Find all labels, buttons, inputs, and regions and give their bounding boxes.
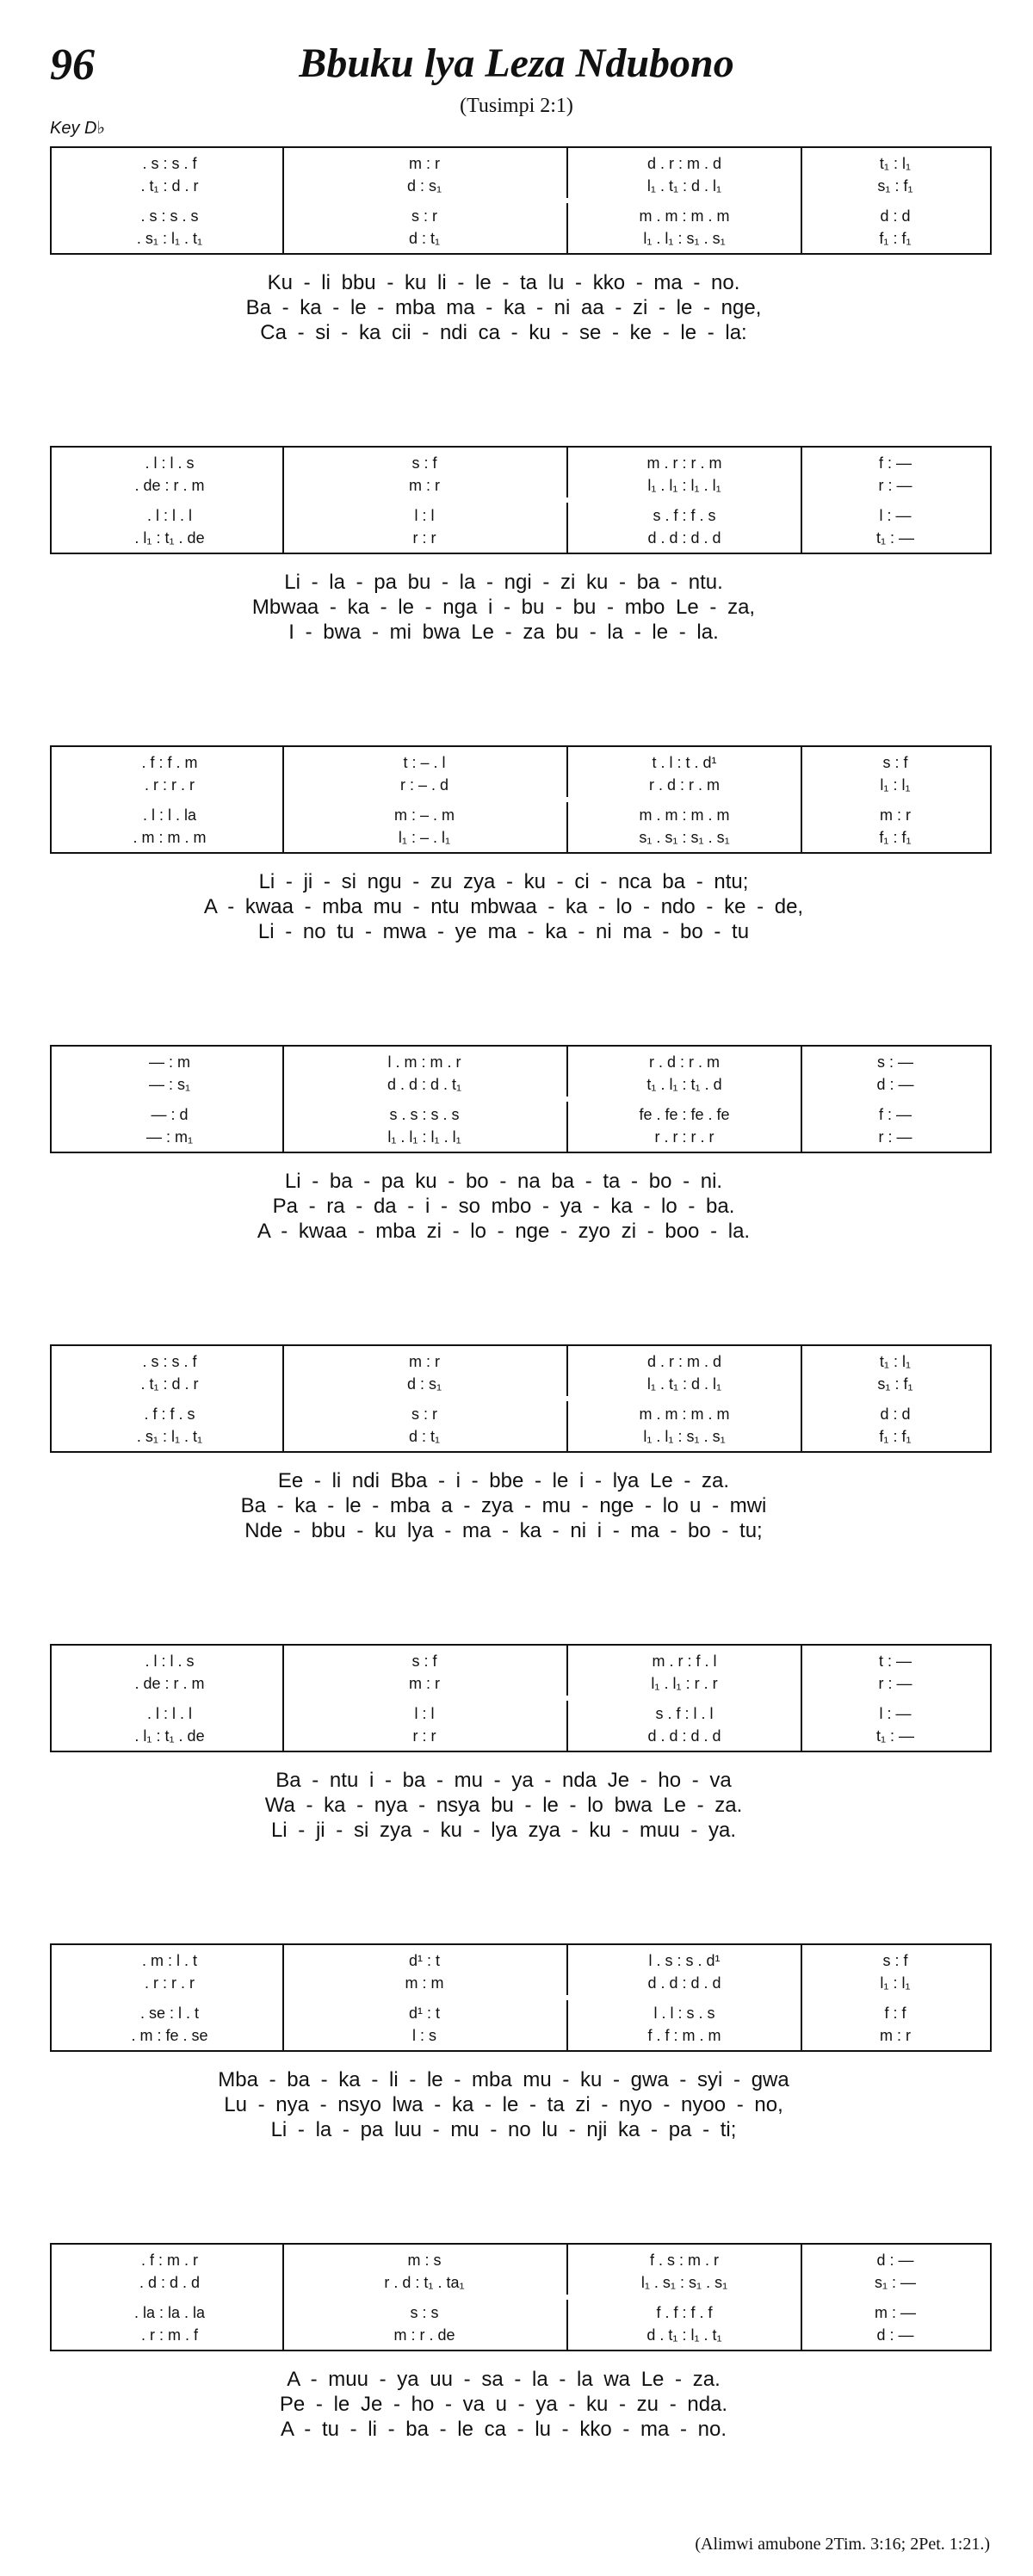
- voice-row: [52, 1974, 990, 1992]
- lyric-line: Ku - li bbu - ku li - le - ta lu - kko - ma - no.: [267, 270, 740, 294]
- measure: m . m : m . m: [639, 1405, 730, 1423]
- measure: — : d: [151, 1105, 189, 1123]
- measure: f . f : f . f: [656, 2303, 713, 2321]
- measure: d : d: [880, 207, 911, 225]
- music-system: [50, 146, 992, 345]
- lyric-line: Ba - ka - le - mba ma - ka - ni aa - zi - le - nge,: [245, 295, 762, 319]
- lyric-line: Lu - nya - nsyo lwa - ka - le - ta zi - nyo - nyoo - no,: [224, 2092, 783, 2116]
- measure: d : s₁: [406, 1374, 442, 1393]
- measure: l₁ . l₁ : l₁ . l₁: [387, 1127, 461, 1146]
- voice-row: [52, 828, 990, 847]
- barline: [566, 1102, 568, 1152]
- voice-row: [52, 1127, 990, 1146]
- measure: m : r . de: [393, 2326, 455, 2344]
- barline: [566, 802, 568, 852]
- lyric-line: A - muu - ya uu - sa - la - la wa Le - za.: [287, 2367, 721, 2391]
- lyric-line: Li - no tu - mwa - ye ma - ka - ni ma - bo - tu: [257, 919, 750, 943]
- measure: l : l: [414, 1704, 435, 1722]
- lyrics: [50, 1768, 992, 1843]
- voice-row: [52, 1405, 990, 1424]
- measure: d : t₁: [408, 1427, 441, 1445]
- measure: f : f: [884, 2004, 906, 2022]
- notation-staff: [50, 1045, 992, 1153]
- scripture-reference: (Tusimpi 2:1): [460, 95, 573, 117]
- measure: l₁ . t₁ : d . l₁: [646, 1374, 722, 1393]
- measure: . se : l . t: [139, 2004, 200, 2022]
- measure: — : s₁: [148, 1075, 191, 1093]
- notation-staff: [50, 1644, 992, 1752]
- lyric-line: Pa - ra - da - i - so mbo - ya - ka - lo - ba.: [272, 1194, 735, 1218]
- lyrics: [50, 2067, 992, 2142]
- measure: m . m : m . m: [639, 207, 730, 225]
- measure: . t₁ : d . r: [140, 176, 199, 195]
- voice-row: [52, 2326, 990, 2344]
- measure: t₁ : —: [875, 528, 915, 547]
- barline: [282, 148, 284, 253]
- measure: f . s : m . r: [650, 2251, 719, 2269]
- notation-staff: [50, 146, 992, 255]
- lyric-line: Ba - ntu i - ba - mu - ya - nda Je - ho - va: [275, 1768, 732, 1792]
- measure: m : m: [405, 1974, 444, 1992]
- measure: s . f : l . l: [655, 1704, 714, 1722]
- measure: m . r : r . m: [646, 454, 722, 472]
- lyrics: [50, 1169, 992, 1244]
- music-system: [50, 1045, 992, 1244]
- lyric-line: Ee - li ndi Bba - i - bbe - le i - lya Le - za.: [277, 1468, 730, 1492]
- measure: r : – . d: [399, 775, 449, 794]
- measure: r : r: [412, 1727, 436, 1745]
- voice-row: [52, 1352, 990, 1371]
- measure: r : —: [878, 476, 912, 494]
- measure: m . r : f . l: [652, 1652, 717, 1670]
- measure: r : —: [878, 1674, 912, 1692]
- measure: m : r: [409, 1352, 440, 1370]
- voice-row: [52, 1427, 990, 1446]
- voice-row: [52, 176, 990, 195]
- voice-row: [52, 2004, 990, 2023]
- measure: t₁ : l₁: [879, 154, 912, 172]
- barline: [566, 1646, 568, 1696]
- measure: d . d : d . t₁: [387, 1075, 462, 1093]
- measure: d : —: [876, 2326, 914, 2344]
- measure: m : r: [880, 2026, 911, 2044]
- barline: [282, 747, 284, 852]
- measure: l : —: [879, 506, 912, 524]
- lyric-line: Li - la - pa luu - mu - no lu - nji ka - pa - ti;: [270, 2117, 737, 2141]
- voice-row: [52, 753, 990, 772]
- measure: s . f : f . s: [653, 506, 716, 524]
- measure: t₁ : l₁: [879, 1352, 912, 1370]
- measure: d : —: [876, 1075, 914, 1093]
- measure: f₁ : f₁: [879, 828, 912, 846]
- measure: l₁ . l₁ : s₁ . s₁: [643, 229, 726, 247]
- measure: d . d : d . d: [647, 1974, 721, 1992]
- measure: m : —: [875, 2303, 916, 2321]
- lyric-line: A - kwaa - mba zi - lo - nge - zyo zi - boo - la.: [257, 1219, 751, 1243]
- measure: . l : l . s: [145, 454, 195, 472]
- measure: d . r : m . d: [646, 154, 722, 172]
- measure: . f : m . r: [141, 2251, 198, 2269]
- music-system: [50, 1943, 992, 2142]
- voice-row: [52, 1374, 990, 1393]
- measure: r : —: [878, 1127, 912, 1146]
- voice-row: [52, 207, 990, 225]
- measure: m : r: [409, 476, 440, 494]
- measure: d . d : d . d: [647, 528, 721, 547]
- barline: [282, 1646, 284, 1751]
- measure: — : m: [149, 1053, 190, 1071]
- lyric-line: Li - la - pa bu - la - ngi - zi ku - ba - ntu.: [284, 570, 723, 594]
- measure: m . m : m . m: [639, 806, 730, 824]
- measure: d . d : d . d: [647, 1727, 721, 1745]
- barline: [566, 747, 568, 797]
- barline: [566, 448, 568, 497]
- measure: . s₁ : l₁ . t₁: [136, 229, 203, 247]
- notation-staff: [50, 745, 992, 854]
- measure: s : f: [411, 1652, 437, 1670]
- voice-row: [52, 1674, 990, 1693]
- measure: l₁ . l₁ : s₁ . s₁: [643, 1427, 726, 1445]
- barline: [282, 1346, 284, 1451]
- lyrics: [50, 270, 992, 345]
- measure: r . d : t₁ . ta₁: [384, 2273, 465, 2291]
- measure: — : m₁: [145, 1127, 194, 1146]
- measure: . s : s . f: [142, 154, 197, 172]
- measure: d : s₁: [406, 176, 442, 195]
- measure: . r : r . r: [145, 775, 195, 794]
- measure: s : f: [882, 753, 908, 771]
- music-system: [50, 1644, 992, 1843]
- music-system: [50, 2243, 992, 2442]
- voice-row: [52, 775, 990, 794]
- voice-row: [52, 476, 990, 495]
- measure: . f : f . s: [144, 1405, 195, 1423]
- lyrics: [50, 1468, 992, 1543]
- measure: s₁ . s₁ : s₁ . s₁: [639, 828, 730, 846]
- measure: . r : m . f: [141, 2326, 198, 2344]
- voice-row: [52, 229, 990, 248]
- voice-row: [52, 454, 990, 473]
- measure: . m : m . m: [133, 828, 207, 846]
- barline: [801, 1646, 802, 1751]
- measure: t : – . l: [403, 753, 446, 771]
- measure: m : r: [409, 1674, 440, 1692]
- measure: . de : r . m: [134, 476, 205, 494]
- measure: d : t₁: [408, 229, 441, 247]
- barline: [566, 503, 568, 553]
- measure: f : —: [878, 454, 912, 472]
- lyric-line: Mbwaa - ka - le - nga i - bu - bu - mbo Le - za,: [251, 595, 756, 619]
- measure: l₁ . s₁ : s₁ . s₁: [640, 2273, 728, 2291]
- measure: m : – . m: [393, 806, 455, 824]
- voice-row: [52, 1727, 990, 1745]
- measure: t₁ : —: [875, 1727, 915, 1745]
- lyric-line: Nde - bbu - ku lya - ma - ka - ni i - ma - bo - tu;: [244, 1518, 763, 1542]
- measure: d¹ : t: [408, 1951, 440, 1969]
- voice-row: [52, 1053, 990, 1072]
- measure: t : —: [878, 1652, 912, 1670]
- measure: r . r : r . r: [654, 1127, 714, 1146]
- measure: r . d : r . m: [648, 1053, 720, 1071]
- measure: s : f: [411, 454, 437, 472]
- barline: [801, 1047, 802, 1152]
- measure: l₁ : l₁: [880, 775, 911, 794]
- measure: l₁ : – . l₁: [398, 828, 451, 846]
- barline: [566, 1401, 568, 1451]
- measure: m : r: [409, 154, 440, 172]
- measure: l . m : m . r: [387, 1053, 461, 1071]
- measure: . l : l . l: [146, 1704, 192, 1722]
- measure: d¹ : t: [408, 2004, 440, 2022]
- notation-staff: [50, 1344, 992, 1453]
- measure: . d : d . d: [139, 2273, 201, 2291]
- measure: s : —: [876, 1053, 913, 1071]
- measure: . m : l . t: [141, 1951, 197, 1969]
- lyric-line: Ca - si - ka cii - ndi ca - ku - se - ke - le - la:: [260, 320, 747, 344]
- measure: l . s : s . d¹: [648, 1951, 721, 1969]
- barline: [566, 1346, 568, 1396]
- measure: s : s: [410, 2303, 439, 2321]
- measure: d : —: [876, 2251, 914, 2269]
- barline: [282, 1047, 284, 1152]
- measure: s . s : s . s: [389, 1105, 460, 1123]
- measure: d . t₁ : l₁ . t₁: [646, 2326, 722, 2344]
- measure: . m : fe . se: [131, 2026, 208, 2044]
- measure: . t₁ : d . r: [140, 1374, 199, 1393]
- measure: . l : l . l: [146, 506, 192, 524]
- measure: l₁ . l₁ : l₁ . l₁: [647, 476, 721, 494]
- hymn-title: Bbuku lya Leza Ndubono: [299, 40, 734, 86]
- measure: . s₁ : l₁ . t₁: [136, 1427, 203, 1445]
- barline: [282, 1945, 284, 2050]
- barline: [801, 148, 802, 253]
- music-system: [50, 745, 992, 944]
- lyric-line: Li - ji - si zya - ku - lya zya - ku - muu - ya.: [270, 1818, 737, 1842]
- measure: m : r: [880, 806, 911, 824]
- barline: [566, 1047, 568, 1096]
- voice-row: [52, 1652, 990, 1671]
- measure: d : d: [880, 1405, 911, 1423]
- barline: [566, 1945, 568, 1995]
- barline: [801, 1346, 802, 1451]
- barline: [801, 1945, 802, 2050]
- voice-row: [52, 1075, 990, 1094]
- measure: . l₁ : t₁ . de: [134, 1727, 205, 1745]
- lyric-line: Li - ba - pa ku - bo - na ba - ta - bo - ni.: [284, 1169, 723, 1193]
- hymn-number: 96: [50, 40, 95, 90]
- barline: [801, 448, 802, 553]
- measure: f : —: [878, 1105, 912, 1123]
- measure: . l₁ : t₁ . de: [134, 528, 205, 547]
- voice-row: [52, 1951, 990, 1970]
- music-system: [50, 1344, 992, 1543]
- measure: f . f : m . m: [647, 2026, 721, 2044]
- measure: t₁ . l₁ : t₁ . d: [646, 1075, 722, 1093]
- measure: . l : l . la: [142, 806, 196, 824]
- voice-row: [52, 154, 990, 173]
- measure: s₁ : f₁: [877, 1374, 913, 1393]
- voice-row: [52, 1704, 990, 1723]
- measure: f₁ : f₁: [879, 229, 912, 247]
- lyric-line: Wa - ka - nya - nsya bu - le - lo bwa Le - za.: [264, 1793, 743, 1817]
- voice-row: [52, 2251, 990, 2270]
- barline: [566, 1701, 568, 1751]
- measure: l : —: [879, 1704, 912, 1722]
- measure: s₁ : —: [874, 2273, 917, 2291]
- lyric-line: A - kwaa - mba mu - ntu mbwaa - ka - lo - ndo - ke - de,: [203, 894, 804, 918]
- voice-row: [52, 506, 990, 525]
- measure: d . r : m . d: [646, 1352, 722, 1370]
- measure: . la : la . la: [133, 2303, 206, 2321]
- voice-row: [52, 2026, 990, 2045]
- measure: . r : r . r: [145, 1974, 195, 1992]
- barline: [566, 203, 568, 253]
- key-signature: Key D♭: [50, 119, 105, 138]
- measure: l₁ . t₁ : d . l₁: [646, 176, 722, 195]
- barline: [282, 2245, 284, 2350]
- barline: [801, 2245, 802, 2350]
- lyric-line: Mba - ba - ka - li - le - mba mu - ku - gwa - syi - gwa: [218, 2067, 789, 2091]
- lyrics: [50, 869, 992, 944]
- lyric-line: I - bwa - mi bwa Le - za bu - la - le - la.: [288, 620, 719, 644]
- measure: . f : f . m: [141, 753, 198, 771]
- measure: l : s: [411, 2026, 436, 2044]
- measure: . de : r . m: [134, 1674, 205, 1692]
- barline: [566, 148, 568, 198]
- measure: . l : l . s: [145, 1652, 195, 1670]
- lyric-line: Pe - le Je - ho - va u - ya - ku - zu - nda.: [279, 2392, 728, 2416]
- measure: . s : s . s: [140, 207, 199, 225]
- notation-staff: [50, 2243, 992, 2351]
- measure: m : s: [407, 2251, 442, 2269]
- measure: l₁ . l₁ : r . r: [651, 1674, 718, 1692]
- measure: f₁ : f₁: [879, 1427, 912, 1445]
- voice-row: [52, 2273, 990, 2292]
- voice-row: [52, 806, 990, 825]
- barline: [566, 2300, 568, 2350]
- lyric-line: Ba - ka - le - mba a - zya - mu - nge - lo u - mwi: [240, 1493, 767, 1517]
- measure: s : f: [882, 1951, 908, 1969]
- measure: s : r: [411, 207, 437, 225]
- notation-staff: [50, 446, 992, 554]
- measure: fe . fe : fe . fe: [639, 1105, 730, 1123]
- notation-staff: [50, 1943, 992, 2052]
- voice-row: [52, 1105, 990, 1124]
- barline: [566, 2000, 568, 2050]
- barline: [282, 448, 284, 553]
- barline: [801, 747, 802, 852]
- measure: s : r: [411, 1405, 437, 1423]
- measure: s₁ : f₁: [877, 176, 913, 195]
- measure: l . l : s . s: [653, 2004, 715, 2022]
- lyric-line: A - tu - li - ba - le ca - lu - kko - ma - no.: [280, 2417, 727, 2441]
- measure: . s : s . f: [142, 1352, 197, 1370]
- music-system: [50, 446, 992, 645]
- voice-row: [52, 2303, 990, 2322]
- footer-reference: (Alimwi amubone 2Tim. 3:16; 2Pet. 1:21.): [695, 2535, 990, 2554]
- lyrics: [50, 570, 992, 645]
- measure: l : l: [414, 506, 435, 524]
- measure: r : r: [412, 528, 436, 547]
- voice-row: [52, 528, 990, 547]
- measure: t . l : t . d¹: [652, 753, 717, 771]
- barline: [566, 2245, 568, 2295]
- lyric-line: Li - ji - si ngu - zu zya - ku - ci - nca ba - ntu;: [258, 869, 749, 893]
- lyrics: [50, 2367, 992, 2442]
- measure: r . d : r . m: [648, 775, 720, 794]
- measure: l₁ : l₁: [880, 1974, 911, 1992]
